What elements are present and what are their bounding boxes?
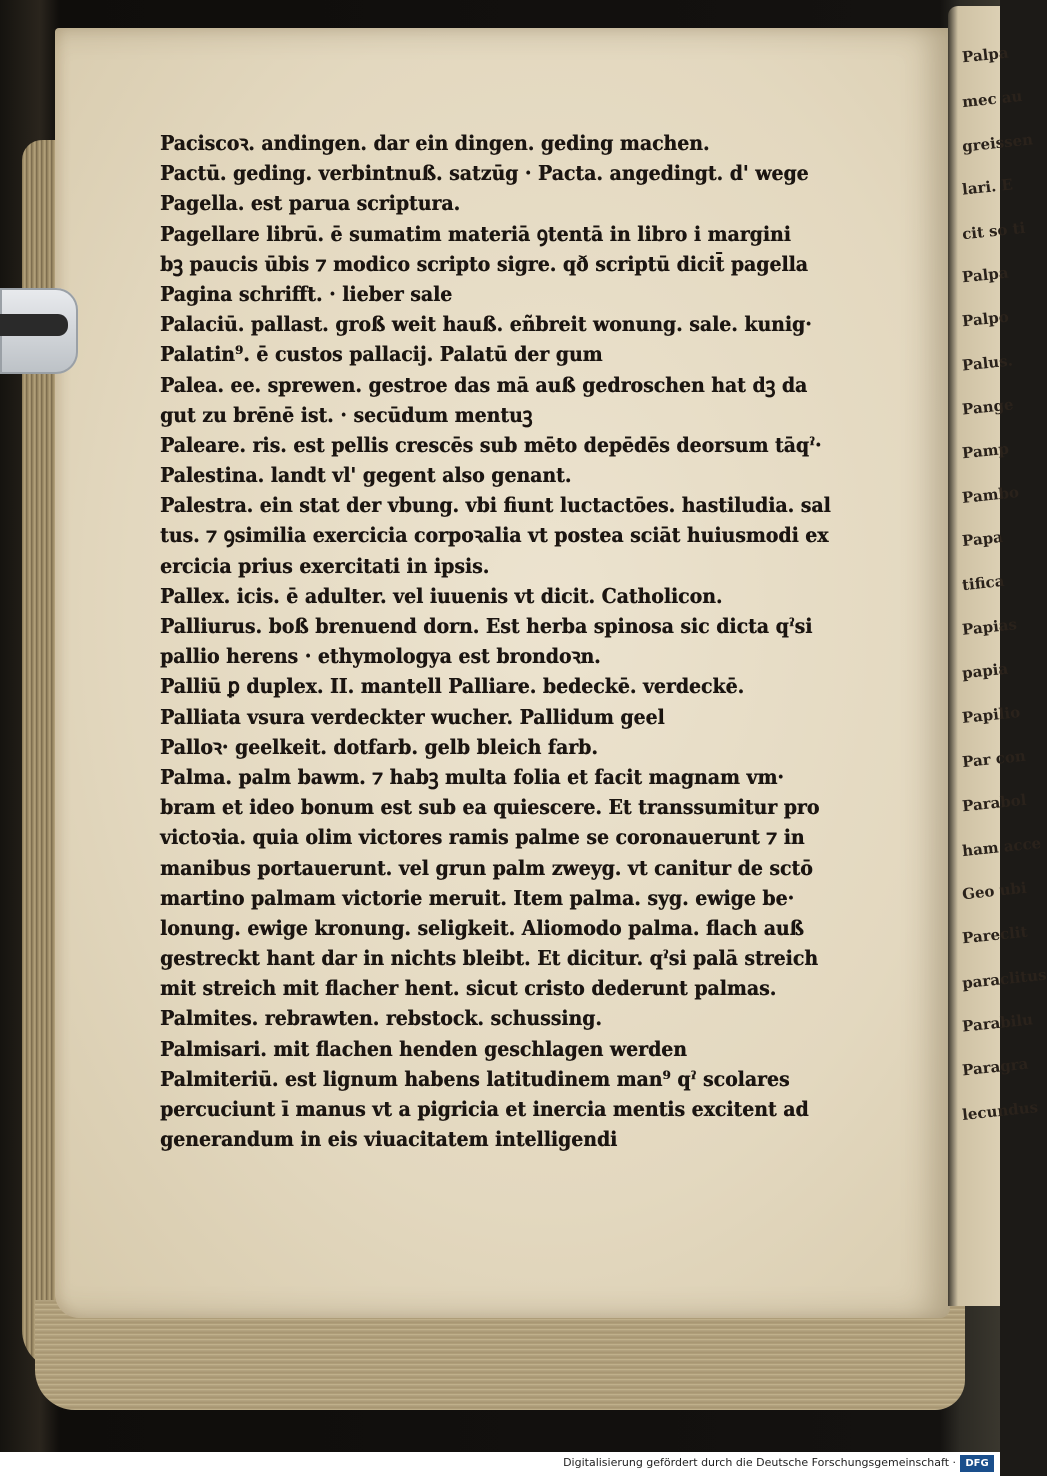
facing-page-fragment: mec au [961,86,1024,112]
text-line: Pallex. icis. ē adulter. vel iuuenis vt dicit. Catholicon. [160,583,723,608]
text-line: pallio herens · ethymologya est brondoꝛn. [160,644,601,669]
text-line: Pagellare librū. ē sumatim materiā ꝯtentā in libro i margini [160,221,791,246]
text-line: lonung. ewige kronung. seligkeit. Aliomodo palma. flach auß [160,915,804,940]
facing-page-fragment: Paragra [961,1054,1030,1080]
text-line: Pactū. geding. verbintnuß. satzūg · Pacta. angedingt. d' wege [160,161,809,186]
facing-page-fragment: Palpa [961,263,1010,287]
facing-page-fragment: paraclitus [961,965,1047,993]
facing-page-fragment: Pamp [961,439,1010,463]
text-line: Palliurus. boß brenuend dorn. Est herba spinosa sic dicta qˀsi [160,614,813,638]
page-clip [0,288,78,374]
footer-credit: Digitalisierung gefördert durch die Deutsche Forschungsgemeinschaft · [563,1456,956,1469]
text-line: bꝫ paucis ūbis ⁊ modico scripto sigre. qð scriptū dicit̄ pagella [160,251,808,276]
footer-bar [0,1452,1000,1476]
facing-page-fragment: lari. E [961,175,1014,199]
text-line: Pagella. est parua scriptura. [160,191,461,216]
text-line: Palma. palm bawm. ⁊ habꝫ multa folia et facit magnam vm· [160,764,784,789]
text-line: generandum in eis viuacitatem intelligendi [160,1127,618,1152]
facing-page-fragment: Pareclit [961,922,1029,948]
text-line: mit streich mit flacher hent. sicut cristo dederunt palmas. [160,976,777,1001]
text-line: ercicia prius exercitati in ipsis. [160,553,490,578]
facing-page-fragment: Geo ubi [961,878,1028,904]
facing-page-fragment: Palpo [961,307,1010,331]
text-line: bram et ideo bonum est sub ea quiescere. Et transsumitur pro [160,795,820,820]
text-line: Paleare. ris. est pellis crescēs sub mēto depēdēs deorsum tāqˀ· [160,432,822,457]
facing-page-fragment: Pambo [961,483,1020,507]
text-line: martino palmam victorie meruit. Item palma. syg. ewige be· [160,885,795,910]
text-line: gut zu brēnē ist. · secūdum mentuꝫ [160,402,533,427]
facing-page-fragment: Papa [961,527,1004,551]
facing-page-fragment: greissen [961,130,1034,156]
text-line: Palliata vsura verdeckter wucher. Pallidum geel [160,704,665,729]
facing-page-fragment: lecundus [961,1098,1039,1124]
text-line: Palestra. ein stat der vbung. vbi fiunt luctactōes. hastiludia. sal [160,493,831,518]
text-line: Palmites. rebrawten. rebstock. schussing. [160,1006,602,1031]
text-line: Palliū ꝑ duplex. II. mantell Palliare. bedeckē. verdeckē. [160,674,745,699]
text-line: Palestina. landt vl' gegent also genant. [160,463,572,488]
page-text [160,128,850,1154]
text-line: Pagina schrifft. · lieber sale [160,281,453,306]
facing-page-fragment: Parabilu [961,1010,1034,1036]
facing-page-fragment: Parabol [961,790,1028,816]
text-line: Paciscoꝛ. andingen. dar ein dingen. geding machen. [160,131,710,155]
text-line: gestreckt hant dar in nichts bleibt. Et dicitur. qˀsi palā streich [160,946,818,971]
text-line: percuciunt ī manus vt a pigricia et inercia mentis excitent ad [160,1097,809,1121]
facing-page-fragment: ham acce [961,833,1042,861]
text-line: tus. ⁊ ꝯsimilia exercicia corpoꝛalia vt postea sciāt huiusmodi ex [160,523,829,548]
facing-page [948,6,1047,1306]
facing-page-fragment: Palus. [961,351,1014,375]
text-line: Palmisari. mit flachen henden geschlagen werden [160,1036,687,1061]
text-line: Palatin⁹. ē custos pallacij. Palatū der gum [160,342,603,367]
facing-page-fragment: Papias [961,615,1018,639]
text-line: Palmiteriū. est lignum habens latitudinem man⁹ qˀ scolares [160,1066,790,1091]
facing-page-fragment: Papilio [961,703,1021,727]
facing-page-fragment: cit so ti [961,218,1027,244]
text-line: Palaciū. pallast. groß weit hauß. eñbreit wonung. sale. kunig· [160,312,812,337]
text-line: victoꝛia. quia olim victores ramis palme se coronauerunt ⁊ in [160,825,805,850]
dfg-logo: DFG [960,1455,994,1472]
facing-page-fragment: tifica [961,571,1006,595]
facing-page-fragment: Par con [961,746,1027,772]
text-line: Palea. ee. sprewen. gestroe das mā auß gedroschen hat dꝫ da [160,372,808,397]
facing-page-fragment: Pange [961,395,1015,419]
text-line: Palloꝛ· geelkeit. dotfarb. gelb bleich farb. [160,734,598,759]
text-line: manibus portauerunt. vel grun palm zweyg. vt canitur de sctō [160,855,813,880]
facing-page-fragment: Palpa [961,43,1010,67]
facing-page-fragment: papia [961,659,1009,683]
